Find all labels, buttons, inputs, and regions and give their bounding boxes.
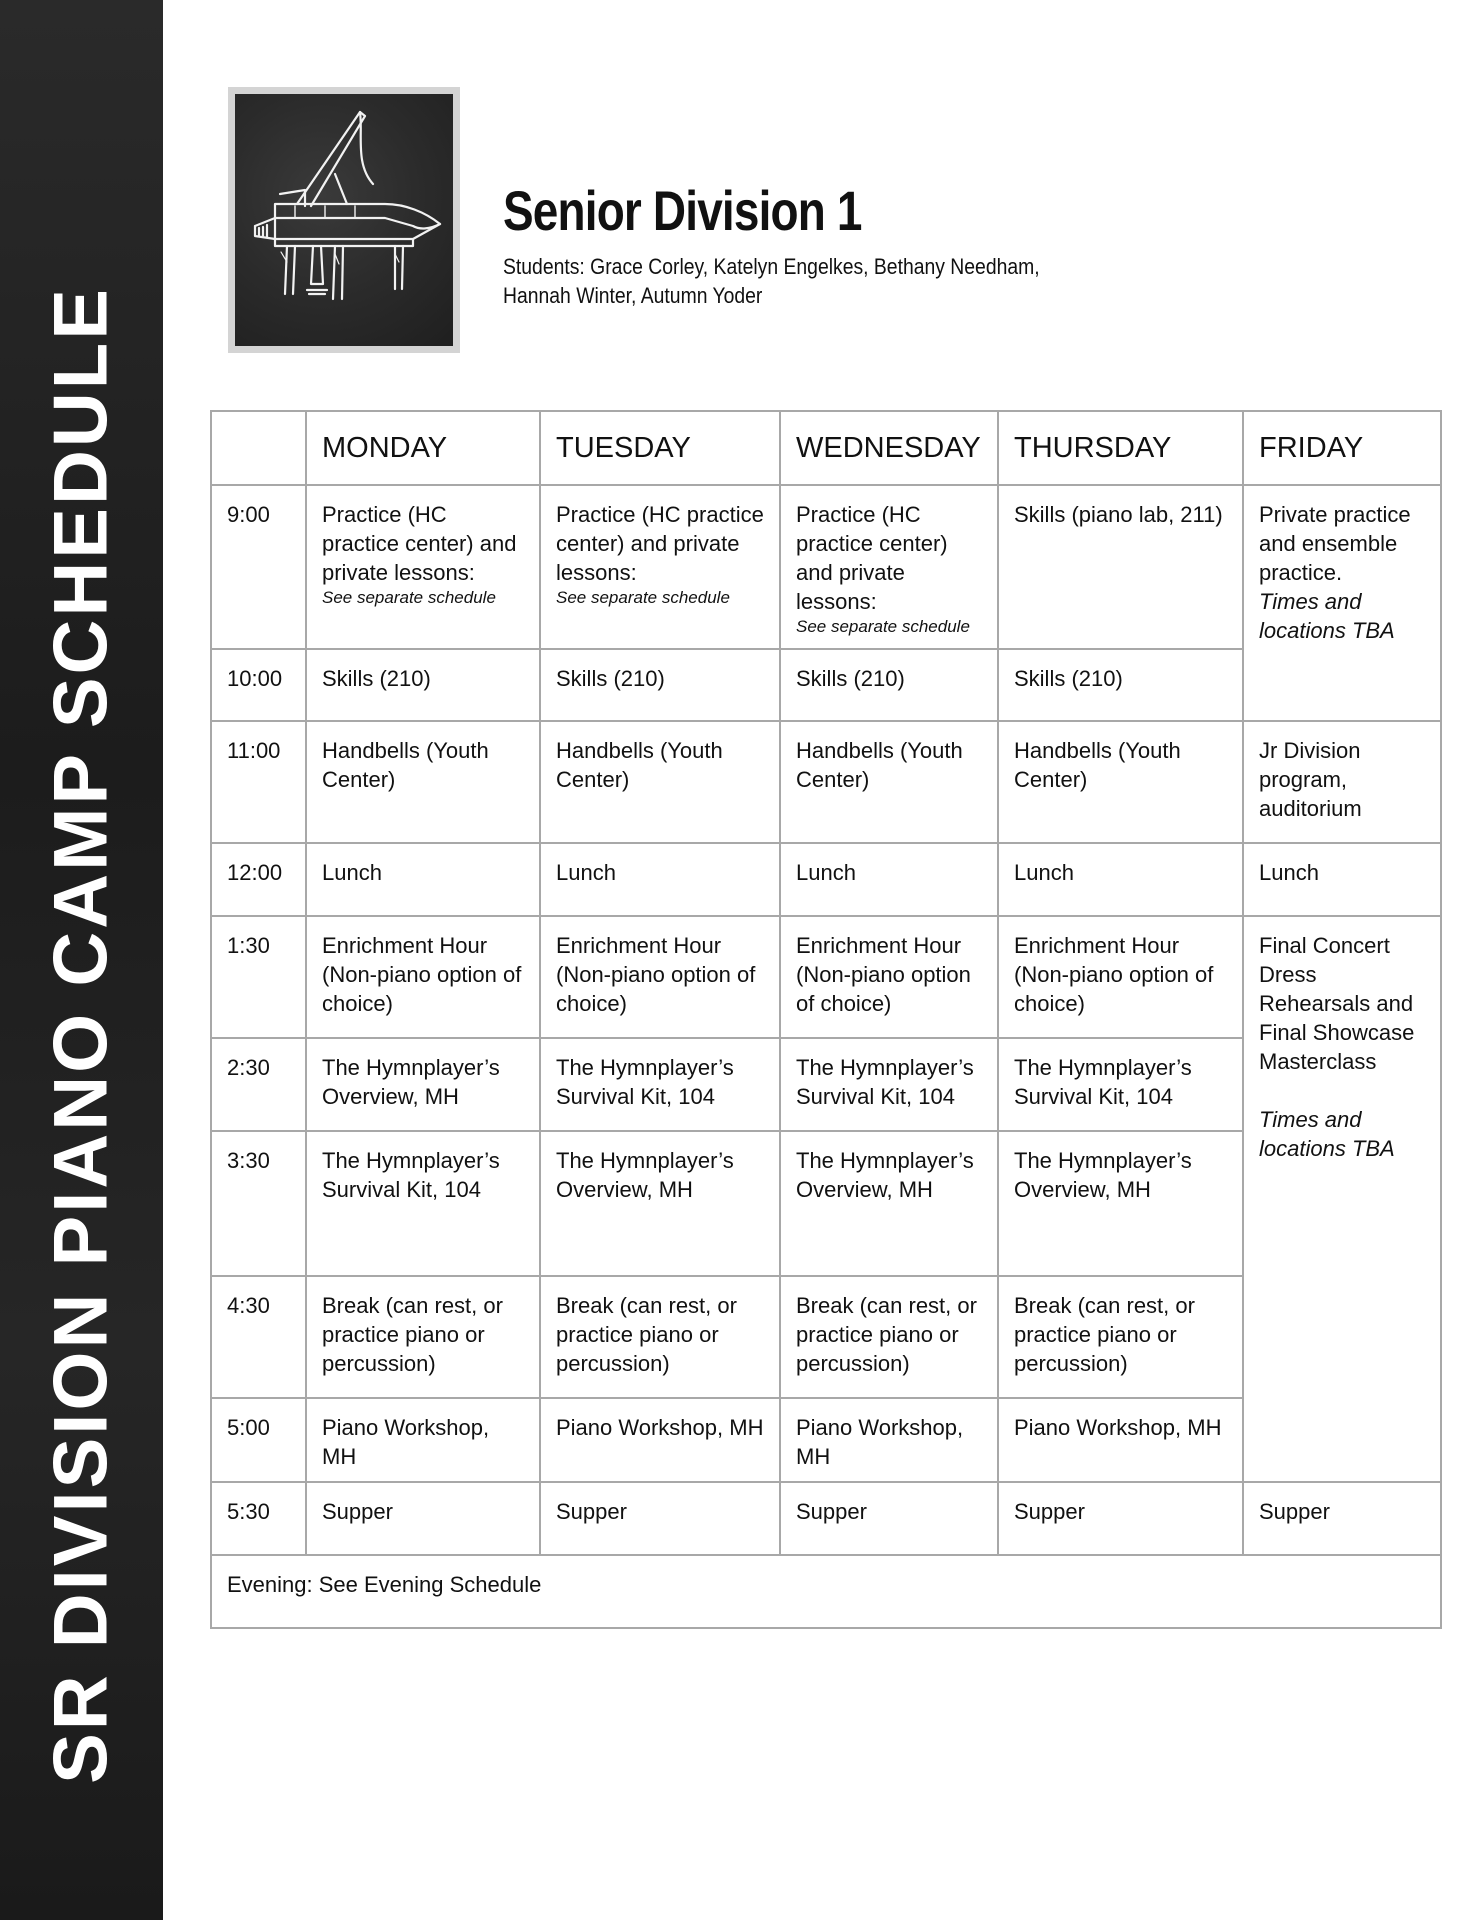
schedule-table [210,410,1442,1629]
schedule-cell: Enrichment Hour (Non-piano option of choice) [540,916,780,1038]
schedule-cell: Skills (210) [540,649,780,721]
schedule-cell: Enrichment Hour (Non-piano option of choice) [998,916,1243,1038]
time-cell: 1:30 [211,916,306,1038]
schedule-cell [780,485,998,649]
cell-note: See separate schedule [556,588,730,607]
time-cell: 5:30 [211,1482,306,1555]
schedule-cell: Supper [540,1482,780,1555]
cell-text: Final Concert Dress Rehearsals and Final Showcase Masterclass [1259,933,1415,1074]
table-row [211,843,1441,916]
schedule-cell: Enrichment Hour (Non-piano option of choice) [780,916,998,1038]
time-cell: 9:00 [211,485,306,649]
schedule-cell: Lunch [306,843,540,916]
day-header: WEDNESDAY [780,411,998,485]
schedule-cell: The Hymnplayer’s Overview, MH [780,1131,998,1276]
schedule-cell: Lunch [780,843,998,916]
time-cell: 3:30 [211,1131,306,1276]
cell-text: Practice (HC practice center) and private lessons: [322,502,517,585]
schedule-cell: Lunch [998,843,1243,916]
students-line: Hannah Winter, Autumn Yoder [503,283,763,308]
table-row [211,721,1441,843]
schedule-cell: Piano Workshop, MH [306,1398,540,1482]
schedule-cell: Supper [306,1482,540,1555]
cell-text: Practice (HC practice center) and private lessons: [556,502,764,585]
cell-text: Private practice and ensemble practice. [1259,502,1411,585]
students-list [503,252,1049,310]
schedule-cell: Skills (piano lab, 211) [998,485,1243,649]
schedule-cell: Skills (210) [780,649,998,721]
cell-note: See separate schedule [322,588,496,607]
schedule-cell: The Hymnplayer’s Survival Kit, 104 [306,1131,540,1276]
schedule-cell: Handbells (Youth Center) [540,721,780,843]
schedule-cell: Piano Workshop, MH [540,1398,780,1482]
table-row [211,485,1441,649]
day-header: THURSDAY [998,411,1243,485]
schedule-cell: Break (can rest, or practice piano or percussion) [540,1276,780,1398]
schedule-cell: Break (can rest, or practice piano or percussion) [998,1276,1243,1398]
schedule-cell: The Hymnplayer’s Survival Kit, 104 [998,1038,1243,1131]
day-header: FRIDAY [1243,411,1441,485]
time-cell: 10:00 [211,649,306,721]
schedule-cell: Enrichment Hour (Non-piano option of choice) [306,916,540,1038]
piano-logo [228,87,460,353]
time-cell: 5:00 [211,1398,306,1482]
day-header: TUESDAY [540,411,780,485]
schedule-cell: Lunch [540,843,780,916]
cell-note: Times and locations TBA [1259,1107,1395,1161]
evening-note: Evening: See Evening Schedule [211,1555,1441,1628]
sidebar-title: SR DIVISION PIANO CAMP SCHEDULE [38,286,124,1784]
schedule-cell: Skills (210) [998,649,1243,721]
day-header: MONDAY [306,411,540,485]
schedule-cell [1243,916,1441,1482]
students-line: Students: Grace Corley, Katelyn Engelkes, Bethany Needham, [503,254,1040,279]
sidebar [0,0,163,1920]
schedule-cell [306,485,540,649]
schedule-cell: Handbells (Youth Center) [306,721,540,843]
header-row [211,411,1441,485]
schedule-cell: Skills (210) [306,649,540,721]
page-title: Senior Division 1 [503,179,862,242]
cell-note: Times and locations TBA [1259,589,1395,643]
schedule-cell: Supper [998,1482,1243,1555]
table-row [211,1482,1441,1555]
schedule-cell: Break (can rest, or practice piano or percussion) [306,1276,540,1398]
schedule-cell: Supper [780,1482,998,1555]
time-cell: 12:00 [211,843,306,916]
time-cell: 4:30 [211,1276,306,1398]
cell-text: Practice (HC practice center) and private lessons: [796,502,948,614]
time-cell: 2:30 [211,1038,306,1131]
schedule-cell: The Hymnplayer’s Survival Kit, 104 [780,1038,998,1131]
table-row [211,916,1441,1038]
schedule-cell: Lunch [1243,843,1441,916]
schedule-cell: The Hymnplayer’s Overview, MH [306,1038,540,1131]
schedule-cell [1243,485,1441,721]
schedule-cell: Handbells (Youth Center) [780,721,998,843]
table-row [211,1555,1441,1628]
schedule-cell: Supper [1243,1482,1441,1555]
schedule-cell [540,485,780,649]
schedule-cell: The Hymnplayer’s Survival Kit, 104 [540,1038,780,1131]
schedule-cell: The Hymnplayer’s Overview, MH [540,1131,780,1276]
schedule-cell: The Hymnplayer’s Overview, MH [998,1131,1243,1276]
time-cell: 11:00 [211,721,306,843]
schedule-cell: Piano Workshop, MH [998,1398,1243,1482]
corner-cell [211,411,306,485]
schedule-cell: Jr Division program, auditorium [1243,721,1441,843]
schedule-cell: Break (can rest, or practice piano or percussion) [780,1276,998,1398]
schedule-cell: Handbells (Youth Center) [998,721,1243,843]
cell-note: See separate schedule [796,617,970,636]
schedule-cell: Piano Workshop, MH [780,1398,998,1482]
grand-piano-icon [235,94,453,346]
